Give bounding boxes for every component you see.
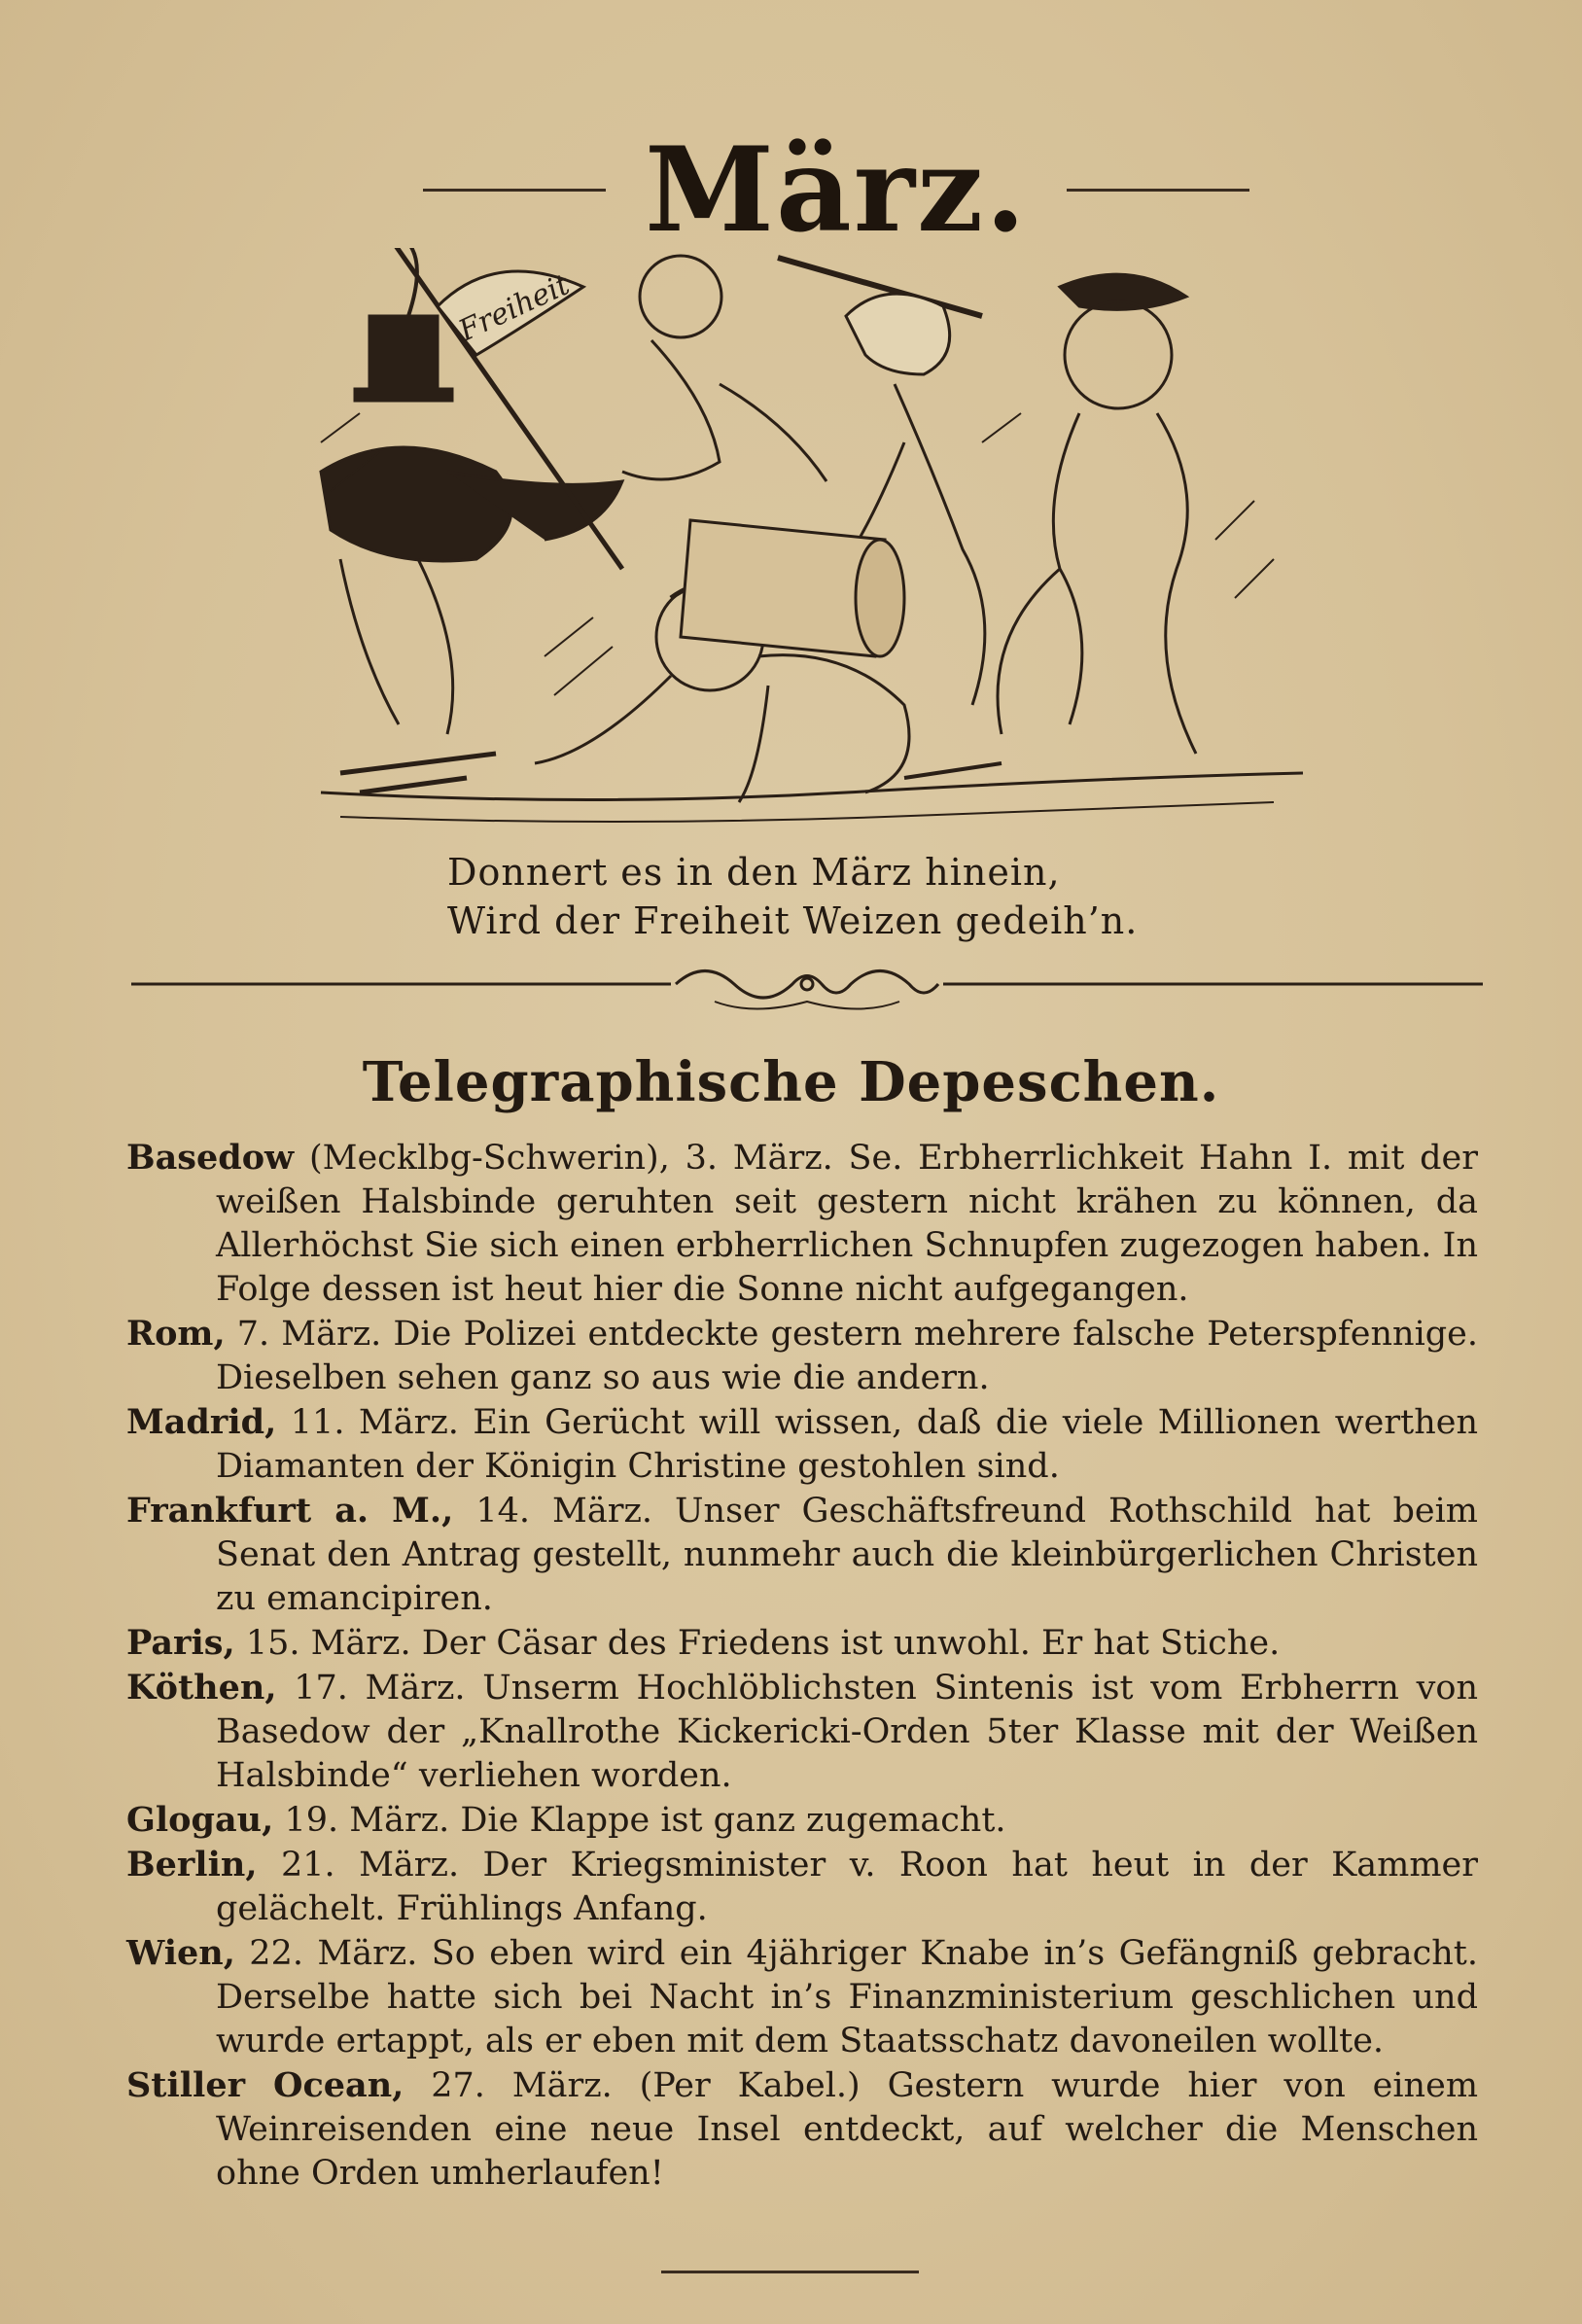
dispatch-place: Glogau, <box>126 1800 274 1840</box>
dispatch-place: Frankfurt a. M., <box>126 1491 454 1531</box>
ornamental-divider <box>131 963 1483 1021</box>
dispatch-entry <box>126 1312 1478 1400</box>
dispatch-text: 19. März. Die Klappe ist ganz zugemacht. <box>273 1801 1006 1840</box>
dispatch-list <box>126 1136 1478 2196</box>
dispatch-entry <box>126 1843 1478 1931</box>
dispatch-entry <box>126 1621 1478 1666</box>
dispatch-text: 21. März. Der Kriegsminister v. Roon hat heut in der Kammer gelächelt. Frühlings Anfang. <box>216 1846 1478 1928</box>
dispatch-text: 27. März. (Per Kabel.) Gestern wurde hier von einem Weinreisenden eine neue Insel entdeckt, auf welcher die Menschen ohne Orden umherlaufen! <box>216 2066 1479 2193</box>
dispatch-text: 14. März. Unser Geschäftsfreund Rothschild hat beim Senat den Antrag gestellt, nunmehr auch die kleinbürgerlichen Christen zu emancipiren. <box>216 1492 1478 1618</box>
dispatch-place: Rom, <box>126 1314 226 1354</box>
march-illustration <box>301 248 1322 841</box>
dispatch-entry <box>126 1489 1478 1621</box>
illustration-caption <box>447 848 1186 945</box>
page-title: März. <box>645 121 1028 259</box>
dispatch-text: 17. März. Unserm Hochlöblichsten Sintenis ist vom Erbherrn von Basedow der „Knallrothe Kickericki-Orden 5ter Klasse mit der Weißen Halsbinde“ verliehen worden. <box>216 1669 1478 1795</box>
dispatch-place: Basedow <box>126 1138 295 1178</box>
dispatch-place: Paris, <box>126 1623 235 1663</box>
dispatch-place: Berlin, <box>126 1845 258 1884</box>
dispatch-entry <box>126 1400 1478 1489</box>
dispatch-place: Madrid, <box>126 1402 277 1442</box>
dispatch-place: Wien, <box>126 1933 235 1973</box>
section-title: Telegraphische Depeschen. <box>362 1050 1220 1114</box>
title-rule-left <box>423 189 606 192</box>
caption-line-2: Wird der Freiheit Weizen gedeih’n. <box>447 899 1139 942</box>
dispatch-entry <box>126 1798 1478 1843</box>
title-rule-right <box>1067 189 1249 192</box>
title-row <box>384 121 1288 259</box>
end-rule <box>661 2271 919 2273</box>
dispatch-text: 15. März. Der Cäsar des Friedens ist unwohl. Er hat Stiche. <box>234 1624 1281 1663</box>
dispatch-entry <box>126 1136 1478 1312</box>
dispatch-text: 7. März. Die Polizei entdeckte gestern mehrere falsche Peterspfennige. Dieselben sehen ganz so aus wie die andern. <box>216 1315 1478 1397</box>
dispatch-place: Stiller Ocean, <box>126 2065 404 2105</box>
dispatch-text: (Mecklbg-Schwerin), 3. März. Se. Erbherrlichkeit Hahn I. mit der weißen Halsbinde geruhten seit gestern nicht krähen zu können, da Allerhöchst Sie sich einen erbherrlichen Schnupfen zugezogen haben. In Folge dessen ist heut hier die Sonne nicht aufgegangen. <box>216 1139 1478 1309</box>
dispatch-entry <box>126 1666 1478 1798</box>
dispatch-place: Köthen, <box>126 1668 277 1708</box>
dispatch-entry <box>126 2063 1478 2196</box>
dispatch-entry <box>126 1931 1478 2063</box>
dispatch-text: 11. März. Ein Gerücht will wissen, daß die viele Millionen werthen Diamanten der Königin Christine gestohlen sind. <box>216 1403 1478 1486</box>
caption-line-1: Donnert es in den März hinein, <box>447 851 1061 894</box>
flag-label: Freiheit <box>453 267 576 349</box>
dispatch-text: 22. März. So eben wird ein 4jähriger Knabe in’s Gefängniß gebracht. Derselbe hatte sich bei Nacht in’s Finanzministerium geschlichen und wurde ertappt, als er eben mit dem Staatsschatz davoneilen wollte. <box>216 1934 1478 2060</box>
